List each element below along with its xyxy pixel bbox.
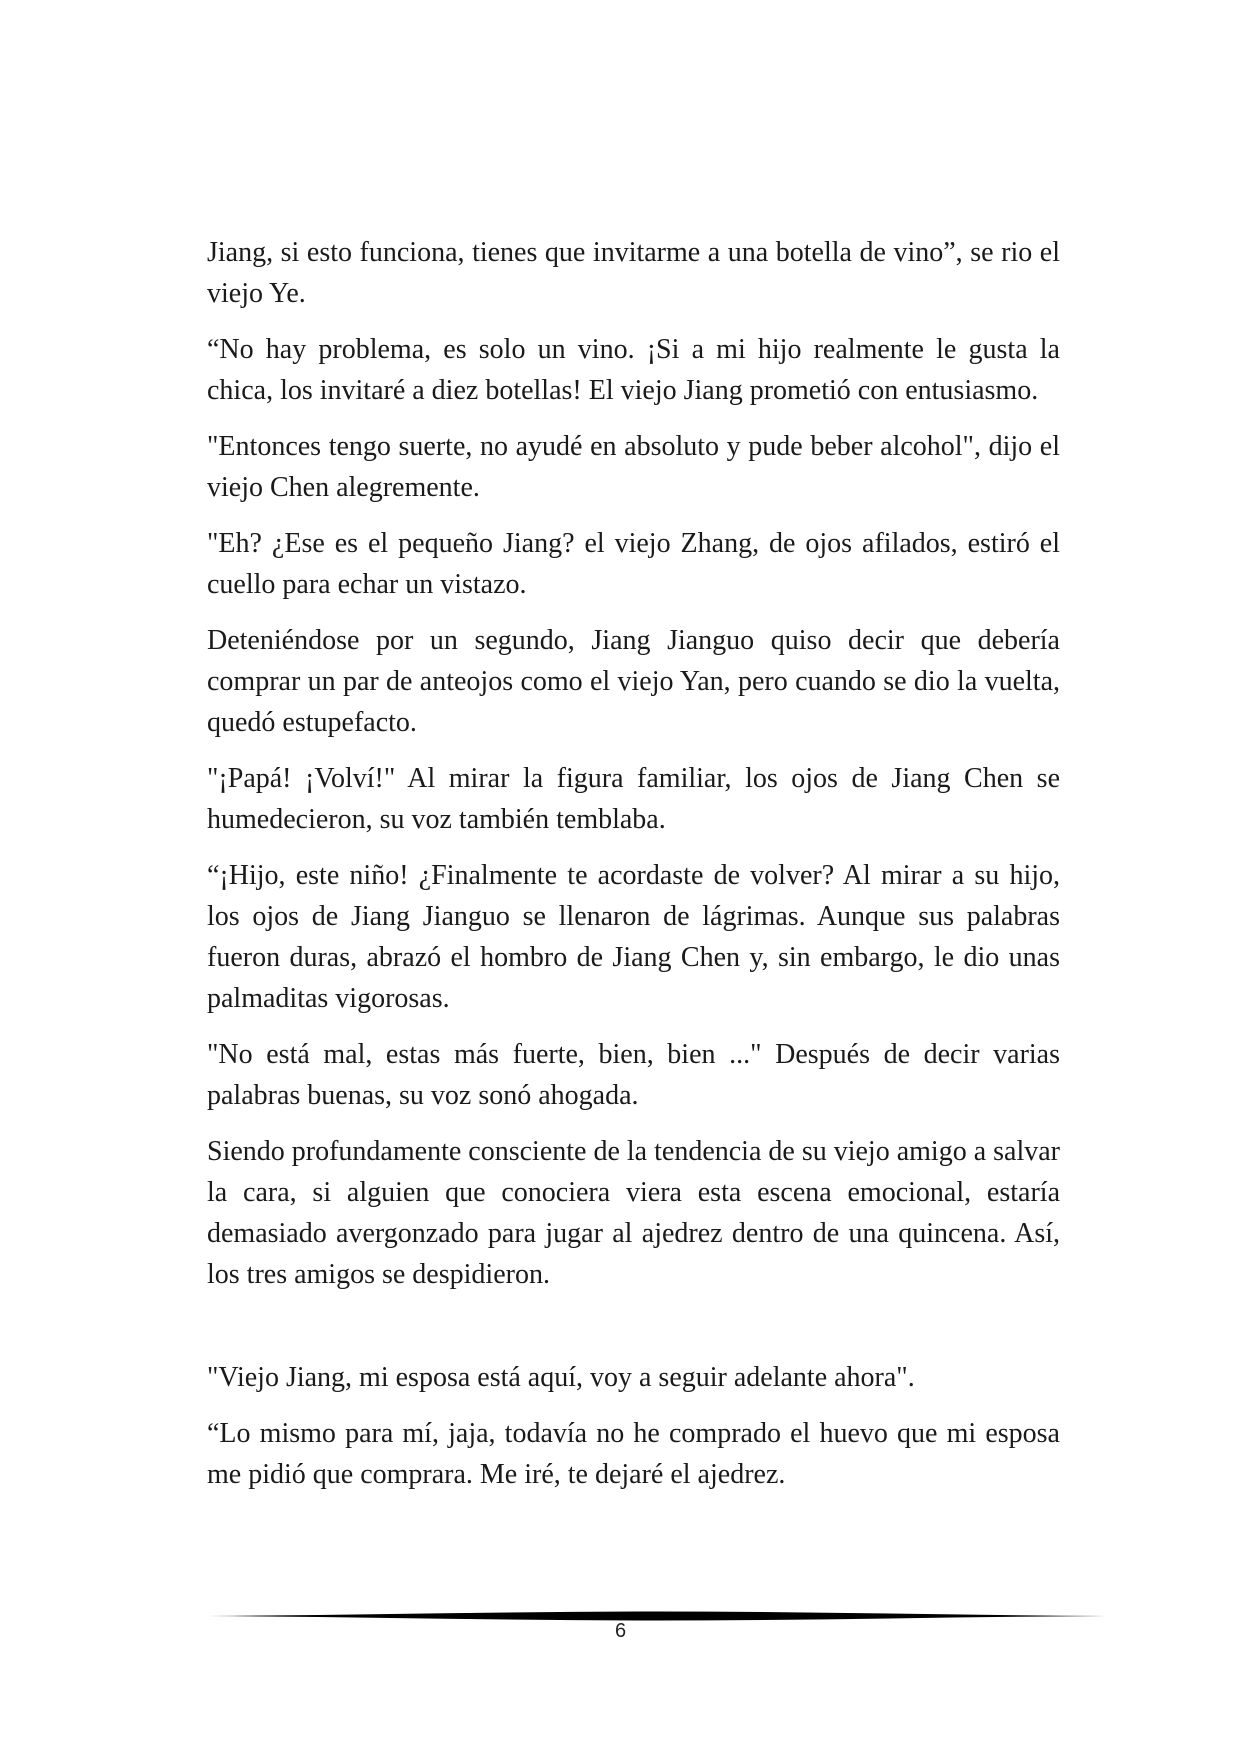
- paragraph-4: "Eh? ¿Ese es el pequeño Jiang? el viejo Zhang, de ojos afilados, estiró el cuello para echar un vistazo.: [207, 528, 1060, 600]
- paragraph-11: “Lo mismo para mí, jaja, todavía no he comprado el huevo que mi esposa me pidió que comprara. Me iré, te dejaré el ajedrez.: [207, 1418, 1060, 1490]
- paragraph-2: “No hay problema, es solo un vino. ¡Si a mi hijo realmente le gusta la chica, los invitaré a diez botellas! El viejo Jiang prometió con entusiasmo.: [207, 334, 1060, 406]
- page-number: 6: [614, 1620, 627, 1642]
- body-text: [207, 232, 1060, 1510]
- paragraph-8: "No está mal, estas más fuerte, bien, bien ..." Después de decir varias palabras buenas, su voz sonó ahogada.: [207, 1039, 1060, 1111]
- paragraph-10: "Viejo Jiang, mi esposa está aquí, voy a seguir adelante ahora".: [207, 1362, 915, 1393]
- paragraph-6: "¡Papá! ¡Volví!" Al mirar la figura familiar, los ojos de Jiang Chen se humedecieron, su voz también temblaba.: [207, 763, 1060, 835]
- paragraph-7: “¡Hijo, este niño! ¿Finalmente te acordaste de volver? Al mirar a su hijo, los ojos de Jiang Jianguo se llenaron de lágrimas. Aunque sus palabras fueron duras, abrazó el hombro de Jiang Chen y, sin embargo, le dio unas palmaditas vigorosas.: [207, 860, 1060, 1014]
- paragraph-9: Siendo profundamente consciente de la tendencia de su viejo amigo a salvar la cara, si alguien que conociera viera esta escena emocional, estaría demasiado avergonzado para jugar al ajedrez dentro de una quincena. Así, los tres amigos se despidieron.: [207, 1136, 1060, 1290]
- paragraph-3: "Entonces tengo suerte, no ayudé en absoluto y pude beber alcohol", dijo el viejo Chen alegremente.: [207, 431, 1060, 503]
- paragraph-1: Jiang, si esto funciona, tienes que invitarme a una botella de vino”, se rio el viejo Ye.: [207, 237, 1060, 309]
- paragraph-5: Deteniéndose por un segundo, Jiang Jianguo quiso decir que debería comprar un par de anteojos como el viejo Yan, pero cuando se dio la vuelta, quedó estupefacto.: [207, 625, 1060, 738]
